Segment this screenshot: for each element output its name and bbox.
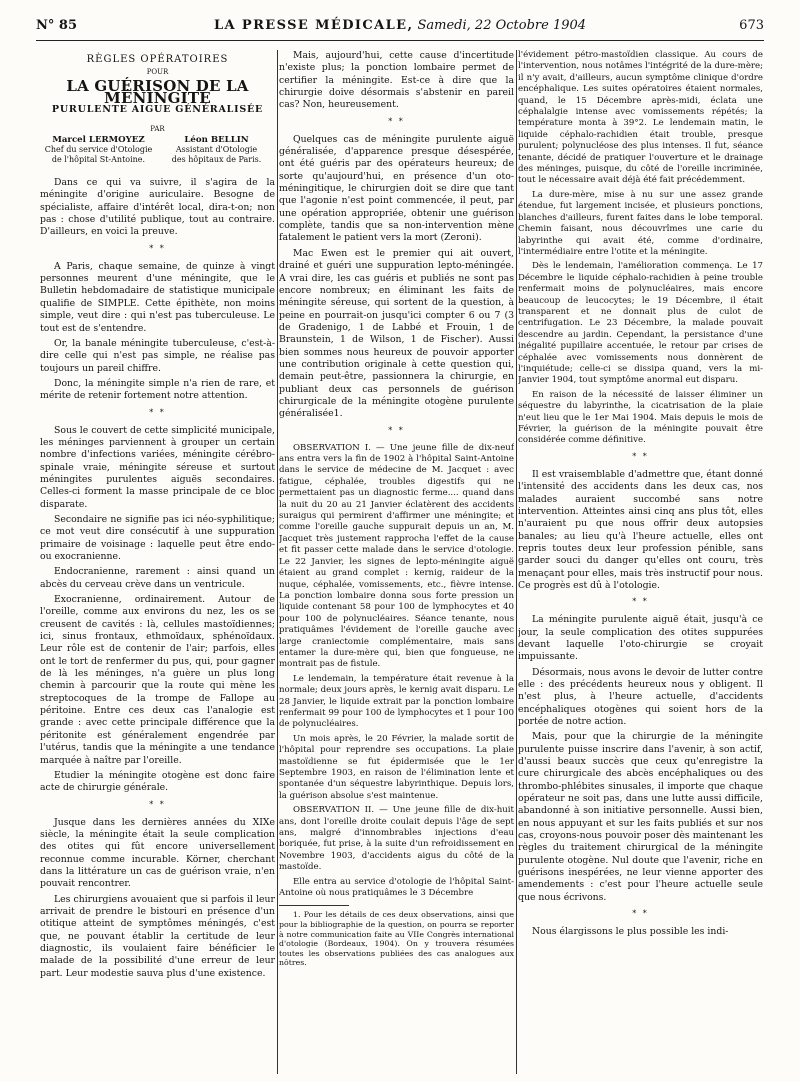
paragraph: Mais, pour que la chirurgie de la méningite purulente puisse inscrire dans l'avenir, à son actif, d'aussi beaux succès que ceux qu'enregistre la cure chirurgicale des abcès encéphaliques ou des thrombo-phlébites sinusales, il importe que chaque opérateur ne soit pas, dans une lutte aussi difficile, abandonné à son initiative personnelle. Aussi bien, en nous appuyant et sur les faits publiés et sur nos cas, croyons-nous pouvoir poser dès maintenant les règles du traitement chirurgical de la méningite purulente otogène. Nul doute que l'avenir, riche en guérisons inespérées, ne leur vienne apporter des amendements : c'est pour l'heure actuelle seule que nous écrivons. [518,731,763,903]
author-2 [162,135,271,165]
issue-date: Samedi, 22 Octobre 1904 [413,18,587,33]
page-number: 673 [739,18,764,33]
author-name: Léon BELLIN [184,135,249,146]
paragraph: Secondaire ne signifie pas ici néo-syphilitique; ce mot veut dire consécutif à une suppuration primaire de voisinage : laquelle peut être endo- ou exocranienne. [40,513,275,562]
article-kicker: RÈGLES OPÉRATOIRES [86,54,229,65]
author-role: de l'hôpital St-Antoine. [51,155,146,165]
paragraph: Mac Ewen est le premier qui ait ouvert, drainé et guéri une suppuration lepto-méningée. A vrai dire, les cas guéris et publiés ne sont pas encore nombreux; en éliminant les faits de méningite séreuse, qui sortent de la question, à peine en pourrait-on jusqu'ici compter 6 ou 7 (3 de Gradenigo, 1 de Labbé et Frouin, 1 de Braunstein, 1 de Wilson, 1 de Fischer). Aussi bien sommes nous heureux de pouvoir apporter une contribution originale à cette question qui, demain peut-être, passionnera la chirurgie, en publiant deux cas personnels de guérison chirurgicale de la méningite otogène purulente généralisée1. [279,247,514,420]
column-2 [279,50,514,1070]
author-block [44,135,271,165]
page-header [36,14,764,41]
paragraph: Endocranienne, rarement : ainsi quand un abcès du cerveau crève dans un ventricule. [40,566,275,590]
article-par: PAR [150,124,165,133]
observation-paragraph: Le lendemain, la température était revenue à la normale; deux jours après, le kernig avait disparu. Le 28 Janvier, le liquide extrait par la ponction lombaire renfermait 99 pour 100 de lymphocytes et 1 pour 100 de polynucléaires. [279,673,514,730]
column-1 [40,50,275,1070]
paragraph: Donc, la méningite simple n'a rien de rare, et mérite de retenir fortement notre attention. [40,377,275,402]
section-stars: * * [632,597,649,607]
observation-paragraph: OBSERVATION I. — Une jeune fille de dix-neuf ans entra vers la fin de 1902 à l'hôpital Saint-Antoine dans le service de médecine de M. Jacquet : avec fatigue, céphalée, troubles digestifs qui ne permettaient pas un diagnostic ferme.... quand dans la nuit du 20 au 21 Janvier éclatèrent des accidents suraigus qui permirent d'affirmer une méningite; et comme l'oreille gauche suppurait depuis un an, M. Jacquet très justement rapprocha l'effet de la cause et fit passer cette malade dans le service d'otologie. Le 22 Janvier, les signes de lepto-méningite aiguë étaient au grand complet : kernig, raideur de la nuque, céphalée, vomissements, etc., fièvre intense. La ponction lombaire donna sous forte pression un liquide contenant 58 pour 100 de lymphocytes et 40 pour 100 de polynucléaires. Séance tenante, nous pratiquâmes l'évidement de l'oreille gauche avec large craniectomie complémentaire, mais sans entamer la dure-mère qui, bien que fongueuse, ne montrait pas de fistule. [279,442,514,670]
paragraph: Quelques cas de méningite purulente aiguë généralisée, d'apparence presque désespérée, ont été guéris par des opérateurs heureux; de sorte qu'aujourd'hui, en présence d'un oto-méningitique, le chirurgien doit se dire que tant que l'agonie n'est point commencée, il peut, par une opération appropriée, obtenir une guérison complète, tandis que sa non-intervention mène fatalement le patient vers la mort (Zeroni). [279,133,514,244]
section-stars: * * [632,451,649,461]
author-name: Marcel LERMOYEZ [52,135,145,146]
column-rule-1 [277,50,278,1074]
section-stars: * * [149,407,166,417]
article-pour: POUR [146,68,169,77]
column-3 [518,50,763,1070]
observation-paragraph: La dure-mère, mise à nu sur une assez grande étendue, fut largement incisée, et plusieurs ponctions, blanches d'ailleurs, furent faites dans le lobe temporal. Chemin faisant, nous découvrîmes une carie du labyrinthe qui avait été, comme d'ordinaire, l'intermédiaire entre l'otite et la méningite. [518,189,763,257]
paragraph: La méningite purulente aiguë était, jusqu'à ce jour, la seule complication des otites suppurées devant laquelle l'oto-chirurgie se croyait impuissante. [518,614,763,663]
section-stars: * * [149,243,166,253]
paragraph: Etudier la méningite otogène est donc faire acte de chirurgie générale. [40,769,275,794]
section-stars: * * [149,799,166,809]
observation-paragraph: Un mois après, le 20 Février, la malade sortit de l'hôpital pour reprendre ses occupations. La plaie mastoïdienne se fut épidermisée que le 1er Septembre 1903, en raison de l'élimination lente et spontanée d'un séquestre labyrinthique. Depuis lors, la guérison absolue s'est maintenue. [279,733,514,801]
paragraph: Or, la banale méningite tuberculeuse, c'est-à-dire celle qui n'est pas simple, ne réalise pas toujours un pareil chiffre. [40,337,275,374]
observation-paragraph: l'évidement pétro-mastoïdien classique. Au cours de l'intervention, nous notâmes l'intégrité de la dure-mère; il n'y avait, d'ailleurs, aucun symptôme clinique d'ordre encéphalique. Les suites opératoires étaient normales, quand, le 15 Décembre après-midi, éclata une céphalalgie intense avec vomissements répétés; la température monta à 39°2. Le lendemain matin, le liquide céphalo-rachidien était trouble, presque purulent; polynucléose des plus intenses. Il fut, séance tenante, décidé de pratiquer l'ouverture et le drainage des méninges, puisque, du côté de l'oreille incriminée, tout le nécessaire avait déjà été fait précédemment. [518,50,763,186]
section-stars: * * [388,116,405,126]
paragraph: A Paris, chaque semaine, de quinze à vingt personnes meurent d'une méningite, que le Bulletin hebdomadaire de statistique municipale qualifie de SIMPLE. Cette épithète, non moins simple, veut dire : qui n'est pas tuberculeuse. Le tout est de s'entendre. [40,260,275,334]
paragraph: Dans ce qui va suivre, il s'agira de la méningite d'origine auriculaire. Besogne de spécialiste, affaire d'intérêt local, dira-t-on; non pas : chose d'utilité publique, tout au contraire. D'ailleurs, en voici la preuve. [40,177,275,238]
section-stars: * * [632,909,649,919]
author-role: des hôpitaux de Paris. [171,155,262,165]
paragraph: Désormais, nous avons le devoir de lutter contre elle : des précédents heureux nous y obligent. Il n'est plus, à l'heure actuelle, d'accidents encéphaliques otogènes qui soient hors de la portée de notre action. [518,666,763,727]
observation-paragraph: Dès le lendemain, l'amélioration commença. Le 17 Décembre le liquide céphalo-rachidien à peine trouble renfermait moins de polynucléaires, mais encore beaucoup de leucocytes; le 19 Décembre, il était transparent et ne donnait plus de culot de centrifugation. Le 23 Décembre, la malade pouvait descendre au jardin. Cependant, la persistance d'une inégalité pupillaire accentuée, le retour par crises de céphalée avec vomissements nous donnèrent de l'inquiétude; celle-ci se dissipa quand, vers la mi-Janvier 1904, tout symptôme anormal eut disparu. [518,261,763,386]
section-stars: * * [388,425,405,435]
observation-paragraph: En raison de la nécessité de laisser éliminer un séquestre du labyrinthe, la cicatrisation de la plaie n'eut lieu que le 1er Mai 1904. Mais depuis le mois de Février, la guérison de la méningite pouvait être considérée comme définitive. [518,389,763,446]
footnote-rule [279,905,349,906]
author-1 [44,135,153,165]
paragraph: Jusque dans les dernières années du XIXe siècle, la méningite était la seule complication des otites qui fût encore universellement reconnue comme incurable. Körner, cherchant dans la littérature un cas de guérison vraie, n'en pouvait rencontrer. [40,816,275,890]
column-rule-2 [516,50,517,1074]
footnote: 1. Pour les détails de ces deux observations, ainsi que pour la bibliographie de la question, on pourra se reporter à notre communication faite au VIIe Congrès international d'otologie (Bordeaux, 1904). On y trouvera résumées toutes les observations publiées des cas analogues aux nôtres. [279,910,514,968]
issue-number: N° 85 [36,18,77,33]
paragraph: Sous le couvert de cette simplicité municipale, les méninges parviennent à grouper un certain nombre d'infections variées, méningite cérébro-spinale vraie, méningite séreuse et surtout méningites purulentes aiguës secondaires. Celles-ci forment la masse principale de ce bloc disparate. [40,424,275,510]
journal-title [36,18,764,33]
paragraph: Nous élargissons le plus possible les indi- [532,926,729,938]
paragraph: Mais, aujourd'hui, cette cause d'incertitude n'existe plus; la ponction lombaire permet de certifier la méningite. Est-ce à dire que la chirurgie doive désormais s'abstenir en pareil cas? Non, heureusement. [279,50,514,111]
paragraph: Les chirurgiens avouaient que si parfois il leur arrivait de prendre le bistouri en présence d'un otitique atteint de symptômes méningés, c'est que, ne pouvant établir la certitude de leur diagnostic, ils voulaient faire bénéficier le malade de la possibilité d'une erreur de leur part. Leur modestie sauva plus d'une existence. [40,893,275,979]
author-role: Chef du service d'Otologie [44,145,153,155]
article-title: LA GUÉRISON DE LA MÉNINGITE [66,76,249,108]
observation-paragraph: OBSERVATION II. — Une jeune fille de dix-huit ans, dont l'oreille droite coulait depuis l'âge de sept ans, malgré d'innombrables injections d'eau boriquée, fut prise, à la suite d'un refroidissement en Novembre 1903, d'accidents aigus du côté de la mastoïde. [279,805,514,873]
paragraph: Exocranienne, ordinairement. Autour de l'oreille, comme aux environs du nez, les os se creusent de cavités : là, cellules mastoïdiennes; ici, sinus frontaux, ethmoïdaux, sphénoïdaux. Leur rôle est de contenir de l'air; parfois, elles ont le tort de renfermer du pus, qui, pour gagner de là les méninges, n'a guère un plus long chemin à parcourir que la route qui mène les streptocoques de la trompe de Fallope au péritoine. Entre ces deux cas l'analogie est grande : avec cette principale différence que la péritonite est généralement engendrée par l'utérus, tandis que la méningite a une tendance marquée à naître par l'oreille. [40,594,275,766]
observation-paragraph: Elle entra au service d'otologie de l'hôpital Saint-Antoine où nous pratiquâmes le 3 Décembre [279,876,514,899]
article-subtitle: PURULENTE AIGUE GÉNÉRALISÉE [51,104,264,116]
author-role: Assistant d'Otologie [175,145,258,155]
journal-name: LA PRESSE MÉDICALE, [213,18,414,33]
paragraph: Il est vraisemblable d'admettre que, étant donné l'intensité des accidents dans les deux cas, nos malades auraient succombé sans notre intervention. Atteintes ainsi cinq ans plus tôt, elles n'auraient pu que nous offrir deux autopsies banales; au lieu qu'à l'heure actuelle, elles ont repris toutes deux leur profession pénible, sans garder souci du danger qu'elles ont couru, très menaçant pour elles, mais très instructif pour nous. Ce progrès est dû à l'otologie. [518,468,763,591]
